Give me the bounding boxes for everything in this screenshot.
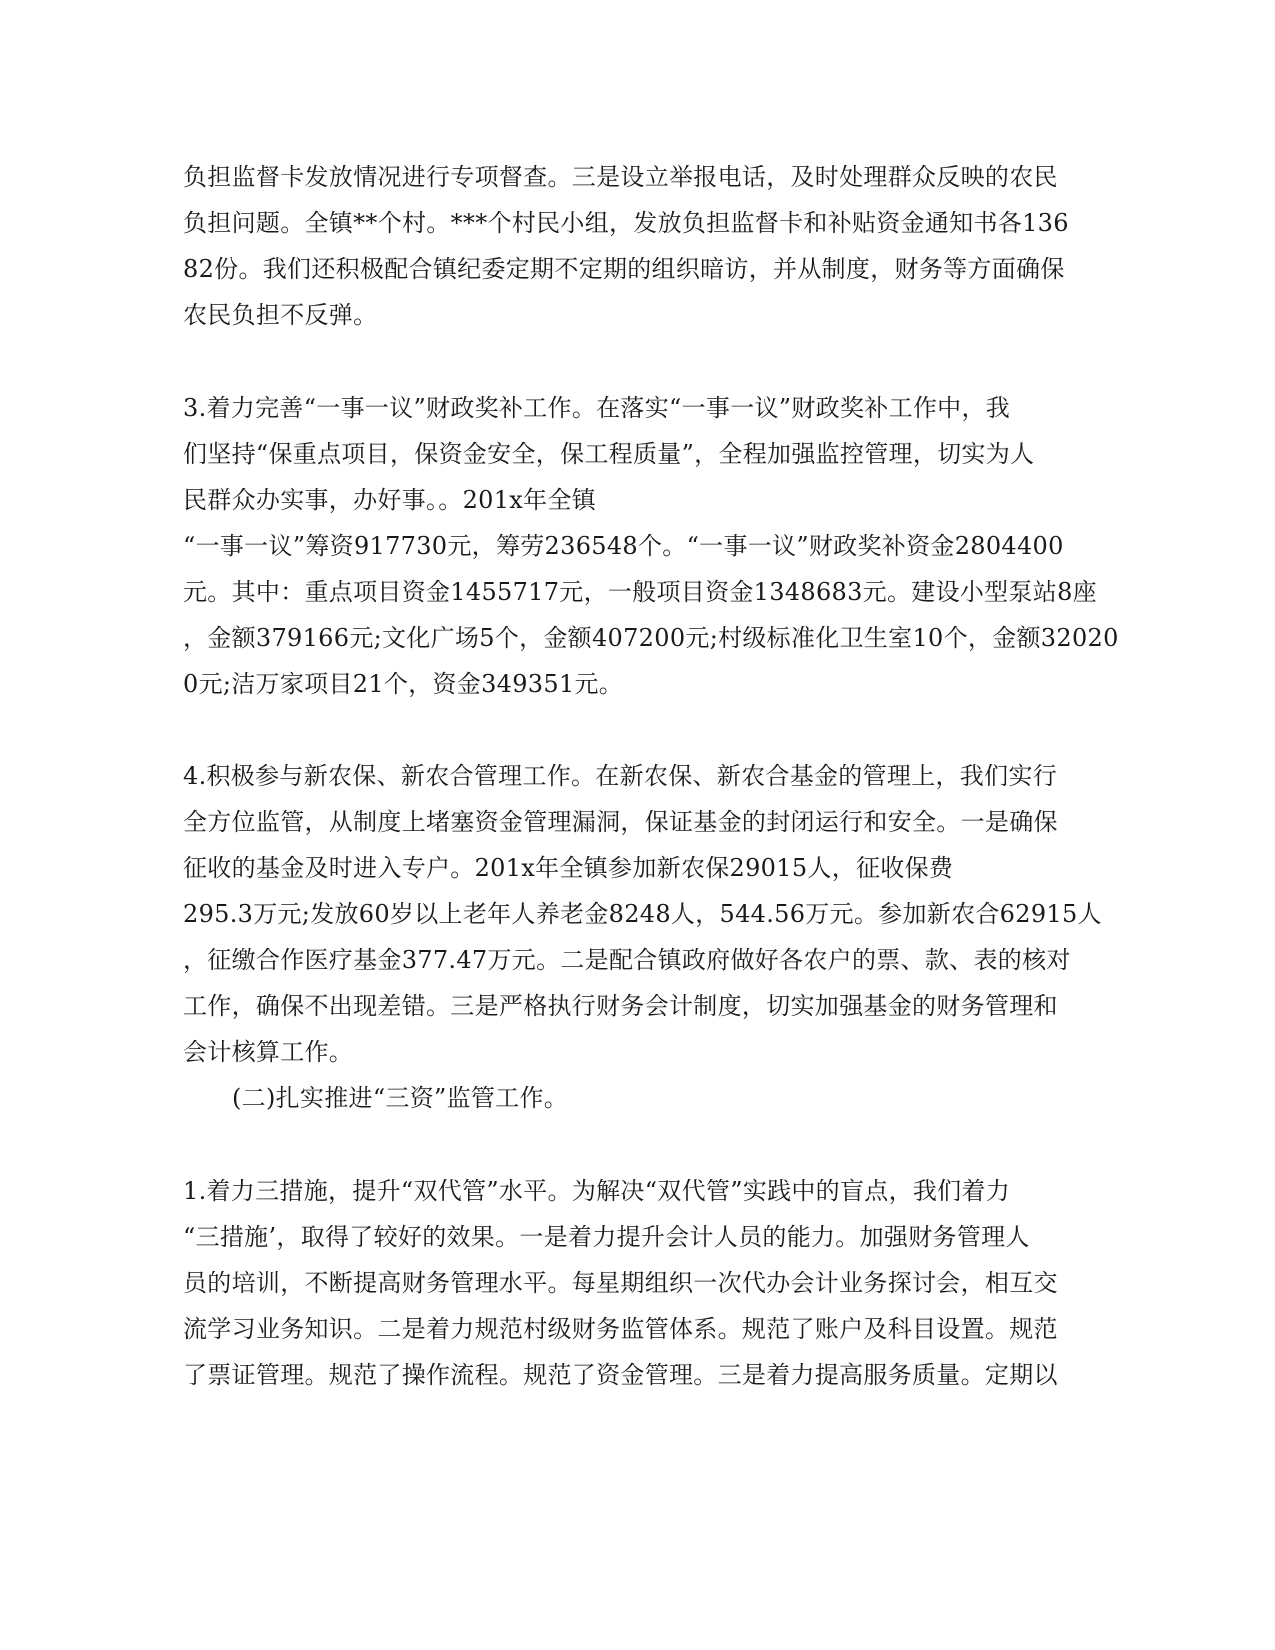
text-line: “一事一议”筹资917730元，筹劳236548个。“一事一议”财政奖补资金2804400 xyxy=(183,532,1064,560)
text-line: ，征缴合作医疗基金377.47万元。二是配合镇政府做好各农户的票、款、表的核对 xyxy=(183,946,1071,974)
text-line: 员的培训，不断提高财务管理水平。每星期组织一次代办会计业务探讨会，相互交 xyxy=(183,1269,1058,1297)
text-line: 3.着力完善“一事一议”财政奖补工作。在落实“一事一议”财政奖补工作中，我 xyxy=(183,394,1011,422)
text-line: 工作，确保不出现差错。三是严格执行财务会计制度，切实加强基金的财务管理和 xyxy=(183,992,1058,1020)
text-line: 元。其中：重点项目资金1455717元，一般项目资金1348683元。建设小型泵站8座 xyxy=(183,578,1097,606)
text-line: 们坚持“保重点项目，保资金安全，保工程质量”，全程加强监控管理，切实为人 xyxy=(183,440,1035,468)
text-line: 负担问题。全镇**个村。***个村民小组，发放负担监督卡和补贴资金通知书各136 xyxy=(183,209,1069,237)
text-line: 82份。我们还积极配合镇纪委定期不定期的组织暗访，并从制度，财务等方面确保 xyxy=(183,255,1065,283)
text-line: 4.积极参与新农保、新农合管理工作。在新农保、新农合基金的管理上，我们实行 xyxy=(183,762,1057,790)
text-line: 农民负担不反弹。 xyxy=(183,301,378,329)
text-line: 会计核算工作。 xyxy=(183,1038,354,1066)
text-line: 295.3万元;发放60岁以上老年人养老金8248人，544.56万元。参加新农合62915人 xyxy=(183,900,1102,928)
text-line: “三措施’，取得了较好的效果。一是着力提升会计人员的能力。加强财务管理人 xyxy=(183,1223,1030,1251)
section-heading: (二)扎实推进“三资”监管工作。 xyxy=(232,1084,569,1112)
text-line: 征收的基金及时进入专户。201x年全镇参加新农保29015人，征收保费 xyxy=(183,854,954,882)
text-line: ，金额379166元;文化广场5个，金额407200元;村级标准化卫生室10个，金额32020 xyxy=(183,624,1119,652)
text-line: 了票证管理。规范了操作流程。规范了资金管理。三是着力提高服务质量。定期以 xyxy=(183,1361,1058,1389)
text-line: 民群众办实事，办好事。。201x年全镇 xyxy=(183,486,597,514)
text-line: 全方位监管，从制度上堵塞资金管理漏洞，保证基金的封闭运行和安全。一是确保 xyxy=(183,808,1058,836)
text-line: 负担监督卡发放情况进行专项督查。三是设立举报电话，及时处理群众反映的农民 xyxy=(183,163,1058,191)
text-line: 1.着力三措施，提升“双代管”水平。为解决“双代管”实践中的盲点，我们着力 xyxy=(183,1177,1011,1205)
text-line: 0元;洁万家项目21个，资金349351元。 xyxy=(183,670,624,698)
text-line: 流学习业务知识。二是着力规范村级财务监管体系。规范了账户及科目设置。规范 xyxy=(183,1315,1058,1343)
